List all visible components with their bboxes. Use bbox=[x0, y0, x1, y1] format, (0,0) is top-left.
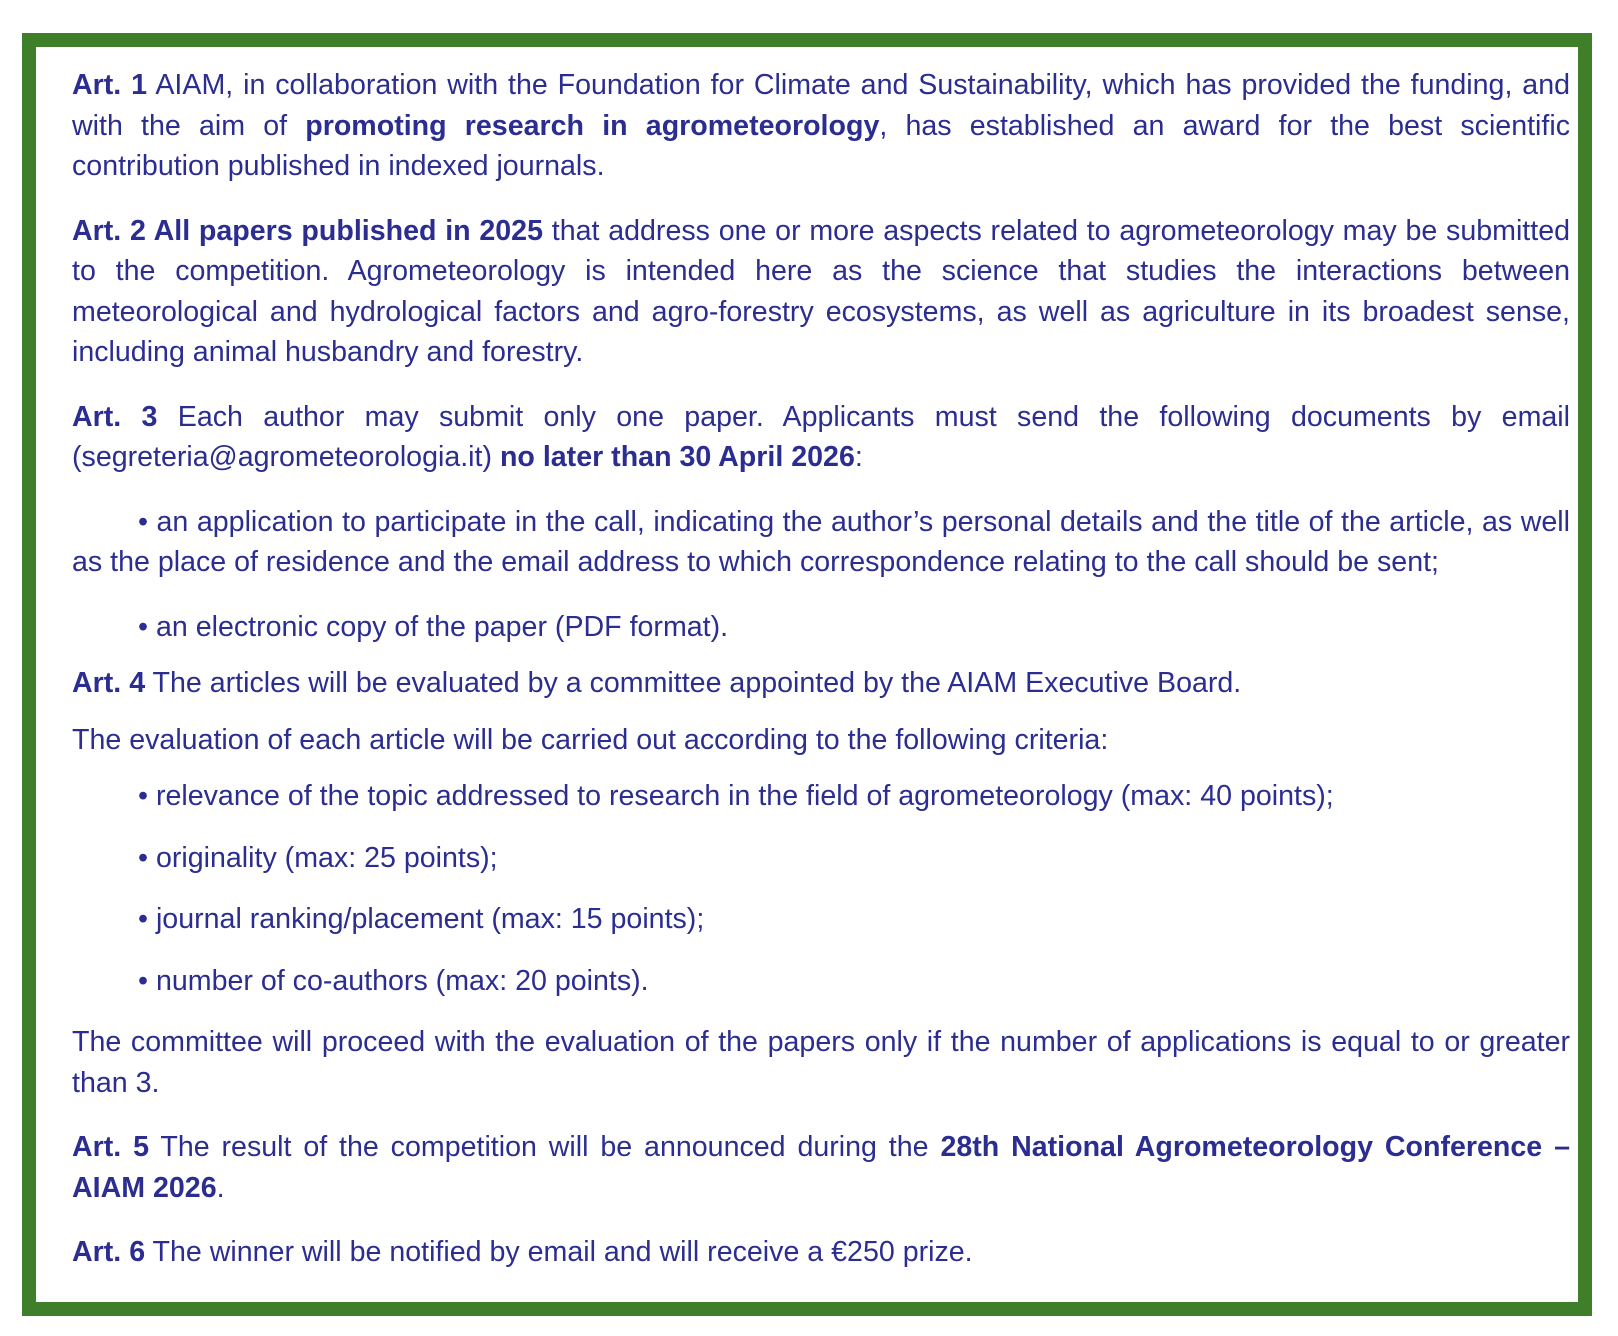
article-2-label: Art. 2 bbox=[72, 214, 146, 247]
article-3-label: Art. 3 bbox=[72, 400, 158, 433]
criteria-intro: The evaluation of each article will be carried out according to the following criteria: bbox=[72, 723, 1109, 756]
criterion-journal-ranking: • journal ranking/placement (max: 15 points); bbox=[138, 903, 705, 935]
article-5-label: Art. 5 bbox=[72, 1131, 150, 1163]
article-3 bbox=[72, 397, 1570, 478]
article-1-text-a: AIAM, in collaboration with the Foundation for Climate and Sustainability, which has provided the funding, and with the aim of bbox=[72, 69, 1570, 142]
article-1-text-b: , has established an award for the best scientific contribution published in indexed journals. bbox=[72, 109, 1570, 182]
evaluation-condition: The committee will proceed with the evaluation of the papers only if the number of applications is equal to or greater than 3. bbox=[72, 1026, 1570, 1099]
criterion-relevance: • relevance of the topic addressed to research in the field of agrometeorology (max: 40 points); bbox=[138, 780, 1334, 812]
article-3-deadline: no later than 30 April 2026 bbox=[499, 441, 855, 473]
article-1-emphasis: promoting research in agrometeorology bbox=[305, 109, 880, 142]
article-6 bbox=[72, 1232, 1570, 1273]
criterion-originality: • originality (max: 25 points); bbox=[138, 841, 498, 874]
article-2-emphasis: All papers published in 2025 bbox=[145, 214, 543, 247]
article-6-label: Art. 6 bbox=[72, 1236, 146, 1268]
article-2 bbox=[72, 211, 1570, 373]
article-4-text: The articles will be evaluated by a committee appointed by the AIAM Executive Board. bbox=[145, 667, 1242, 699]
article-3-bullet-application: • an application to participate in the call, indicating the author’s personal details and the title of the article, as well as the place of residence and the email address to which correspondence relating to the call should be sent; bbox=[72, 505, 1570, 578]
article-4-label: Art. 4 bbox=[72, 667, 146, 699]
article-1-label: Art. 1 bbox=[72, 69, 148, 101]
article-2-text: that address one or more aspects related to agrometeorology may be submitted to the competition. Agrometeorology is intended here as the science that studies the interactions between meteorological and hydrological factors and agro-forestry ecosystems, as well as agriculture in its broadest sense, including animal husbandry and forestry. bbox=[72, 214, 1570, 368]
article-1 bbox=[72, 65, 1570, 187]
article-5-conference: 28th National Agrometeorology Conference – AIAM 2026 bbox=[72, 1131, 1570, 1204]
article-3-text: Each author may submit only one paper. Applicants must send the following documents by email (segreteria@agrometeorologia.it) bbox=[72, 400, 1570, 473]
document-frame bbox=[22, 33, 1592, 1316]
article-3-bullet-pdf: • an electronic copy of the paper (PDF format). bbox=[138, 610, 729, 643]
article-4 bbox=[72, 663, 1570, 704]
document-body bbox=[72, 65, 1570, 1297]
article-6-text: The winner will be notified by email and will receive a €250 prize. bbox=[145, 1236, 973, 1268]
article-5 bbox=[72, 1127, 1570, 1208]
criterion-co-authors: • number of co-authors (max: 20 points). bbox=[138, 964, 649, 997]
article-5-end: . bbox=[216, 1171, 225, 1204]
article-3-end: : bbox=[854, 441, 863, 473]
article-5-text: The result of the competition will be announced during the bbox=[149, 1131, 941, 1163]
